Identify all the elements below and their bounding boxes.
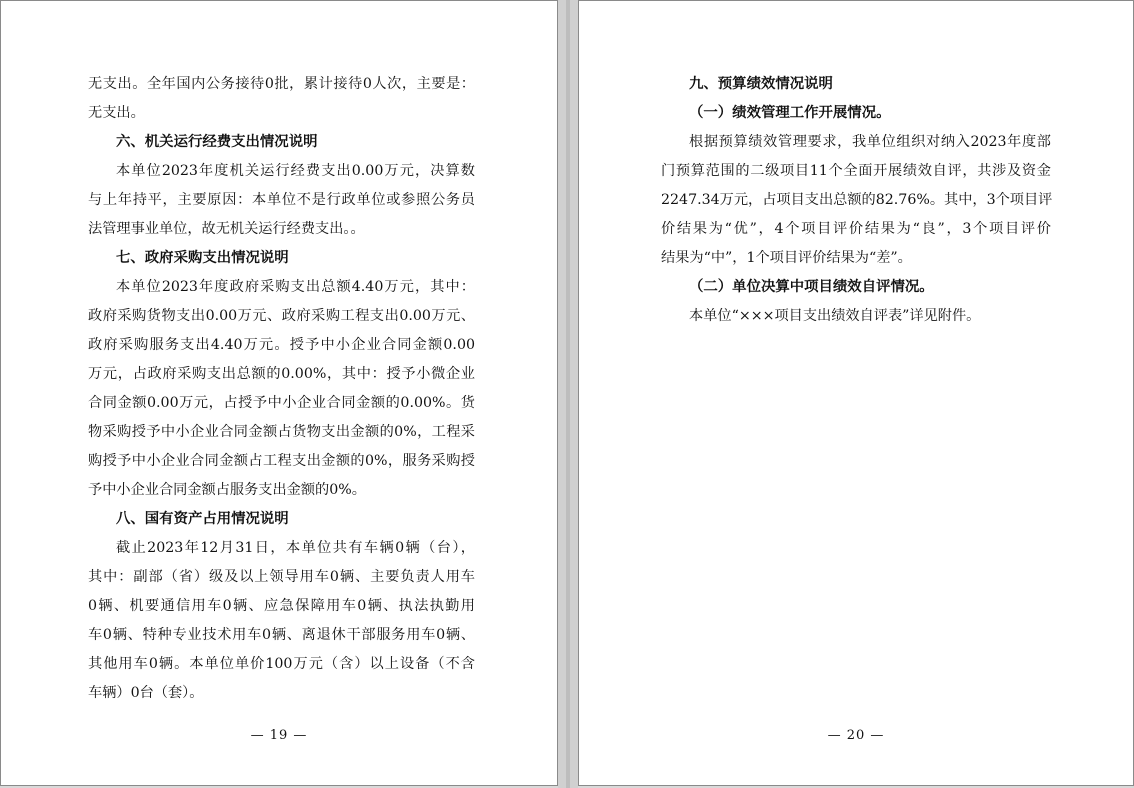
paragraph-first-line: 截止2023年12月31日，本单位共有车辆0辆（台）， [116, 540, 475, 556]
text-line: 车0辆、特种专业技术用车0辆、离退休干部服务用车0辆、 [88, 627, 475, 643]
paragraph-last-line: 车辆）0台（套）。 [88, 685, 204, 701]
paragraph-first-line: 本单位“×××项目支出绩效自评表”详见附件。 [689, 308, 981, 324]
section-heading: 六、机关运行经费支出情况说明 [116, 134, 318, 150]
section-heading: 八、国有资产占用情况说明 [116, 511, 289, 527]
text-line: 合同金额0.00万元，占授予中小企业合同金额的0.00%。货 [88, 395, 475, 411]
text-line: 0辆、机要通信用车0辆、应急保障用车0辆、执法执勤用 [88, 598, 475, 614]
text-line: 政府采购服务支出4.40万元。授予中小企业合同金额0.00 [88, 337, 475, 353]
text-line: 与上年持平，主要原因：本单位不是行政单位或参照公务员 [88, 192, 475, 208]
paragraph-last-line: 予中小企业合同金额占服务支出金额的0%。 [88, 482, 366, 498]
paragraph-last-line: 法管理事业单位，故无机关运行经费支出。。 [88, 221, 365, 237]
page-body [88, 70, 475, 708]
text-line: 门预算范围的二级项目11个全面开展绩效自评，共涉及资金 [661, 163, 1051, 179]
document-page-20 [578, 0, 1134, 786]
text-line: 2247.34万元，占项目支出总额的82.76%。其中，3个项目评 [661, 192, 1053, 208]
text-line: 其他用车0辆。本单位单价100万元（含）以上设备（不含 [88, 656, 475, 672]
page-gutter [558, 0, 578, 788]
section-heading: （二）单位决算中项目绩效自评情况。 [689, 279, 934, 295]
paragraph-first-line: 本单位2023年度机关运行经费支出0.00万元，决算数 [116, 163, 475, 179]
section-heading: 九、预算绩效情况说明 [689, 76, 833, 92]
text-line: 购授予中小企业合同金额占工程支出金额的0%，服务采购授 [88, 453, 475, 469]
text-line: 无支出。全年国内公务接待0批，累计接待0人次，主要是： [88, 76, 475, 92]
text-line: 政府采购货物支出0.00万元、政府采购工程支出0.00万元、 [88, 308, 475, 324]
section-heading: （一）绩效管理工作开展情况。 [689, 105, 891, 121]
paragraph-first-line: 根据预算绩效管理要求，我单位组织对纳入2023年度部 [689, 134, 1051, 150]
text-line: 价结果为“优”，4个项目评价结果为“良”，3个项目评价 [661, 221, 1051, 237]
document-page-19 [0, 0, 558, 786]
gutter-divider [566, 0, 570, 788]
paragraph-last-line: 结果为“中”，1个项目评价结果为“差”。 [661, 250, 912, 266]
text-line: 万元，占政府采购支出总额的0.00%，其中：授予小微企业 [88, 366, 475, 382]
paragraph-last-line: 无支出。 [88, 105, 145, 121]
text-line: 物采购授予中小企业合同金额占货物支出金额的0%，工程采 [88, 424, 475, 440]
paragraph-first-line: 本单位2023年度政府采购支出总额4.40万元，其中： [116, 279, 475, 295]
text-line: 其中：副部（省）级及以上领导用车0辆、主要负责人用车 [88, 569, 475, 585]
section-heading: 七、政府采购支出情况说明 [116, 250, 289, 266]
page-number: — 20 — [827, 728, 885, 743]
page-body [661, 70, 1051, 331]
page-number: — 19 — [250, 728, 308, 743]
